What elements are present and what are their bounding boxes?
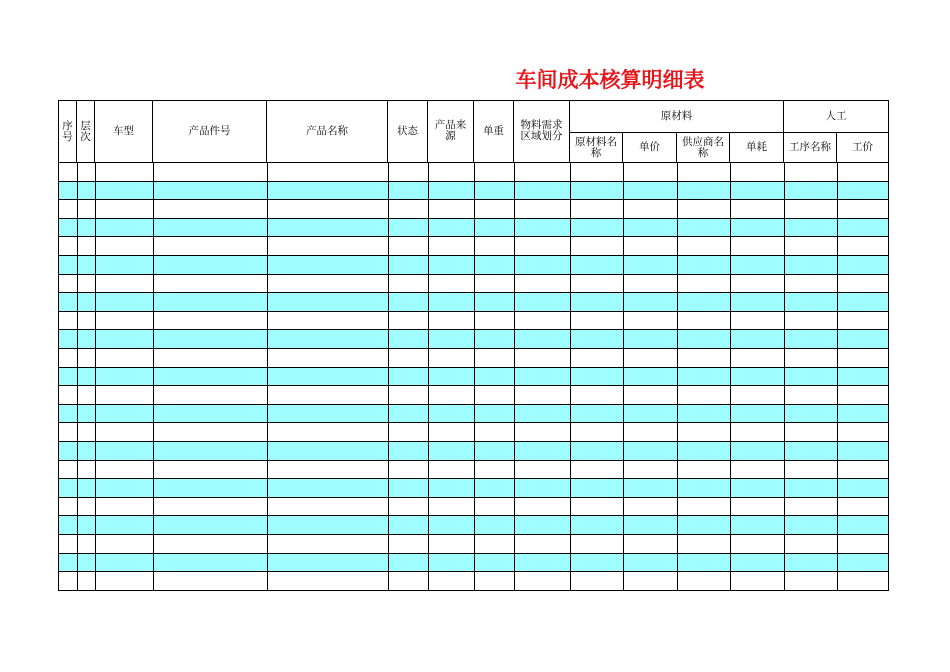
header-labor-price: 工价: [837, 133, 889, 163]
table-row: [58, 163, 888, 182]
table-row: [58, 554, 888, 573]
table-row: [58, 423, 888, 442]
table-row: [58, 386, 888, 405]
table-row: [58, 237, 888, 256]
header-unit-consumption: 单耗: [730, 133, 784, 163]
column-divider: [677, 163, 678, 591]
table-row: [58, 368, 888, 387]
column-divider: [623, 163, 624, 591]
table-row: [58, 405, 888, 424]
column-divider: [77, 163, 78, 591]
column-divider: [514, 163, 515, 591]
column-divider: [95, 163, 96, 591]
table-row: [58, 572, 888, 591]
table-row: [58, 293, 888, 312]
column-divider: [58, 163, 59, 591]
header-source: 产品来源: [428, 100, 474, 163]
column-divider: [474, 163, 475, 591]
table-row: [58, 275, 888, 294]
column-divider: [730, 163, 731, 591]
header-unit-weight: 单重: [474, 100, 514, 163]
header-level: 层次: [77, 100, 95, 163]
header-raw-material-name: 原材料名称: [570, 133, 623, 163]
column-divider: [153, 163, 154, 591]
table-row: [58, 349, 888, 368]
header-unit-price: 单价: [623, 133, 677, 163]
table-row: [58, 535, 888, 554]
column-divider: [837, 163, 838, 591]
header-supplier-name: 供应商名称: [677, 133, 730, 163]
table-row: [58, 256, 888, 275]
column-divider: [267, 163, 268, 591]
table-row: [58, 442, 888, 461]
header-product-name: 产品名称: [267, 100, 388, 163]
header-seq: 序号: [58, 100, 77, 163]
column-divider: [570, 163, 571, 591]
header-part-no: 产品件号: [153, 100, 267, 163]
table-row: [58, 516, 888, 535]
table-row: [58, 182, 888, 201]
page-title: 车间成本核算明细表: [515, 68, 705, 92]
table-row: [58, 479, 888, 498]
table-row: [58, 330, 888, 349]
table-row: [58, 461, 888, 480]
column-divider: [428, 163, 429, 591]
column-divider: [888, 163, 889, 591]
table-row: [58, 219, 888, 238]
header-model: 车型: [95, 100, 153, 163]
header-area: 物料需求区域划分: [514, 100, 570, 163]
table-row: [58, 312, 888, 331]
column-divider: [784, 163, 785, 591]
table-row: [58, 200, 888, 219]
header-status: 状态: [388, 100, 428, 163]
header-process-name: 工序名称: [784, 133, 837, 163]
header-raw-material-group: 原材料: [570, 100, 784, 133]
table-row: [58, 498, 888, 517]
column-divider: [388, 163, 389, 591]
header-labor-group: 人工: [784, 100, 889, 133]
